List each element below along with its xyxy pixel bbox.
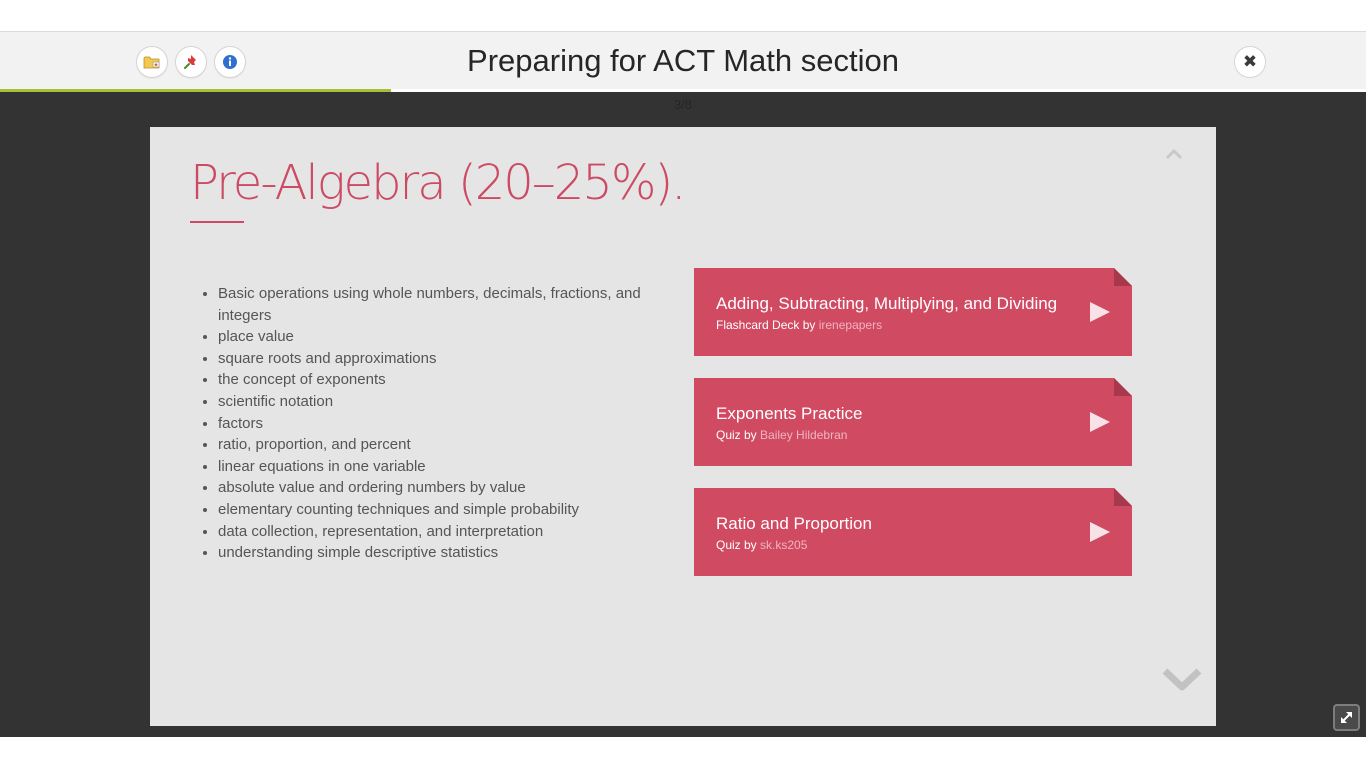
list-item: • Basic operations using whole numbers, decimals, fractions, and integers	[218, 283, 658, 326]
title-underline	[190, 221, 244, 223]
list-item: • scientific notation	[218, 391, 658, 413]
list-item: • absolute value and ordering numbers by value	[218, 477, 658, 499]
list-item: • understanding simple descriptive statistics	[218, 542, 658, 564]
card-meta	[716, 318, 882, 332]
play-icon	[1090, 522, 1110, 542]
card-title: Ratio and Proportion	[716, 514, 872, 533]
folder-star-icon	[143, 53, 161, 71]
card-type: Quiz by	[716, 538, 757, 552]
page-title: Preparing for ACT Math section	[467, 43, 899, 78]
card-type: Flashcard Deck by	[716, 318, 816, 332]
card-title: Exponents Practice	[716, 404, 863, 423]
card-title: Adding, Subtracting, Multiplying, and Dividing	[716, 294, 1058, 313]
list-item: • linear equations in one variable	[218, 456, 658, 478]
close-icon: ✖	[1242, 52, 1258, 71]
info-icon	[221, 53, 239, 71]
list-item: • ratio, proportion, and percent	[218, 434, 658, 456]
play-icon	[1090, 412, 1110, 432]
slide-stage	[0, 92, 1366, 737]
list-item: • square roots and approximations	[218, 348, 658, 370]
topic-list	[200, 283, 658, 564]
pin-button[interactable]	[175, 46, 207, 78]
card-author-link[interactable]: sk.ks205	[760, 538, 808, 552]
list-item: • place value	[218, 326, 658, 348]
info-button[interactable]	[214, 46, 246, 78]
chevron-up-icon[interactable]	[1164, 147, 1184, 161]
play-icon	[1090, 302, 1110, 322]
pin-icon	[182, 53, 200, 71]
collections-button[interactable]	[136, 46, 168, 78]
resource-card-ratio-quiz[interactable]	[694, 488, 1132, 576]
top-bar	[0, 31, 1366, 89]
resource-card-exponents-quiz[interactable]	[694, 378, 1132, 466]
list-item: • the concept of exponents	[218, 369, 658, 391]
card-meta	[716, 428, 847, 442]
chevron-down-icon[interactable]	[1160, 663, 1204, 697]
slide-title: Pre-Algebra (20–25%).	[190, 155, 685, 211]
resource-card-flashcards[interactable]	[694, 268, 1132, 356]
close-button[interactable]	[1234, 46, 1266, 78]
fullscreen-button[interactable]	[1333, 704, 1360, 731]
card-type: Quiz by	[716, 428, 757, 442]
card-meta	[716, 538, 807, 552]
slide-counter: 3/8	[673, 97, 693, 112]
list-item: • data collection, representation, and interpretation	[218, 521, 658, 543]
slide	[150, 127, 1216, 726]
expand-icon	[1339, 710, 1354, 725]
card-author-link[interactable]: Bailey Hildebran	[760, 428, 848, 442]
card-author-link[interactable]: irenepapers	[818, 318, 883, 332]
list-item: • elementary counting techniques and simple probability	[218, 499, 658, 521]
list-item: • factors	[218, 413, 658, 435]
